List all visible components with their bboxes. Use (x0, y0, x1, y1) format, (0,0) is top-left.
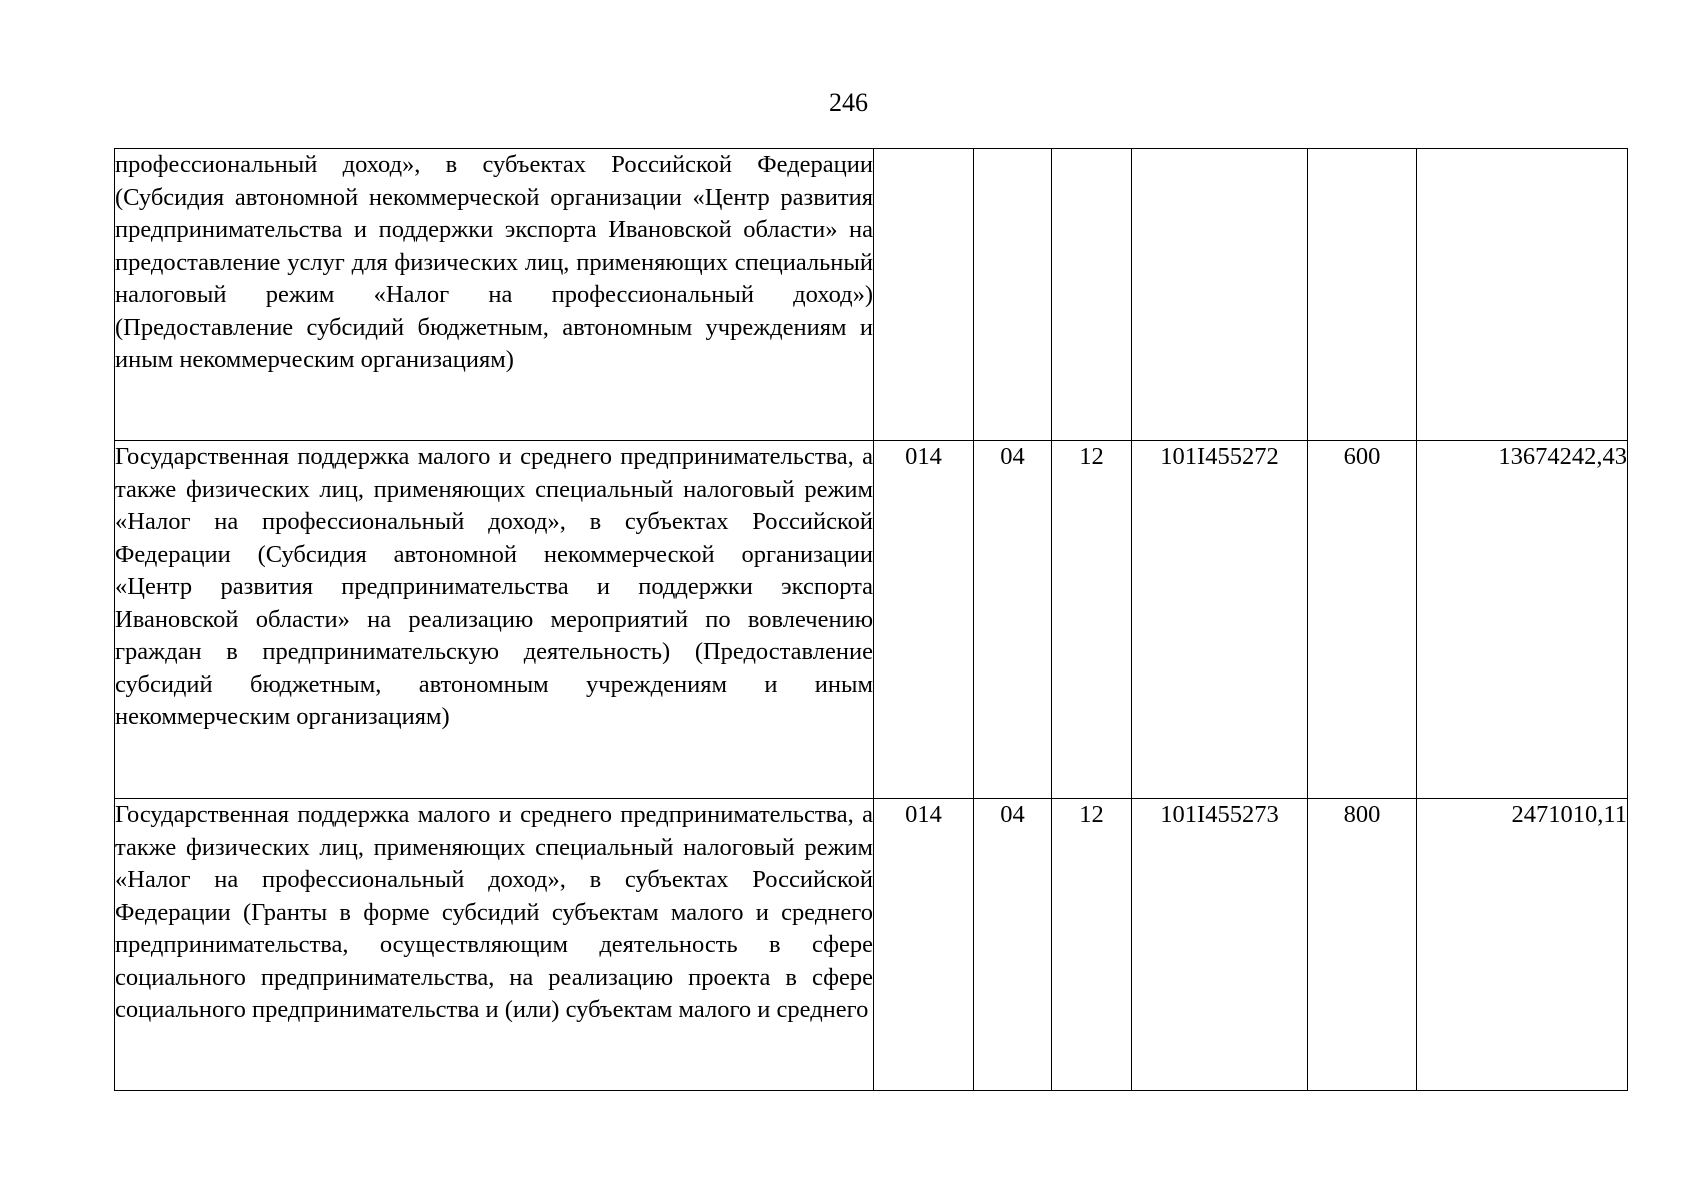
subsection-code (1052, 149, 1132, 441)
table-row (115, 441, 1628, 799)
ministry-code: 014 (874, 441, 974, 799)
table-row (115, 149, 1628, 441)
row-description: Государственная поддержка малого и среднего предпринимательства, а также физических лиц, применяющих специальный налоговый режим «Налог на профессиональный доход», в субъектах Российской Федерации (Гранты в форме субсидий субъектам малого и среднего предпринимательства, осуществляющим деятельность в сфере социального предпринимательства, на реализацию проекта в сфере социального предпринимательства и (или) субъектам малого и среднего (115, 799, 874, 1091)
expense-type-code: 800 (1308, 799, 1417, 1091)
amount-value: 13674242,43 (1417, 441, 1628, 799)
page-number: 246 (829, 88, 868, 117)
section-code: 04 (974, 441, 1052, 799)
subsection-code: 12 (1052, 799, 1132, 1091)
table-row (115, 799, 1628, 1091)
amount-value: 2471010,11 (1417, 799, 1628, 1091)
section-code (974, 149, 1052, 441)
expense-type-code (1308, 149, 1417, 441)
expense-type-code: 600 (1308, 441, 1417, 799)
subsection-code: 12 (1052, 441, 1132, 799)
ministry-code: 014 (874, 799, 974, 1091)
target-article-code: 101I455273 (1132, 799, 1308, 1091)
budget-table (114, 148, 1628, 1091)
amount-value (1417, 149, 1628, 441)
ministry-code (874, 149, 974, 441)
section-code: 04 (974, 799, 1052, 1091)
target-article-code: 101I455272 (1132, 441, 1308, 799)
row-description: профессиональный доход», в субъектах Российской Федерации (Субсидия автономной некоммерческой организации «Центр развития предпринимательства и поддержки экспорта Ивановской области» на предоставление услуг для физических лиц, применяющих специальный налоговый режим «Налог на профессиональный доход») (Предоставление субсидий бюджетным, автономным учреждениям и иным некоммерческим организациям) (115, 149, 874, 441)
target-article-code (1132, 149, 1308, 441)
row-description: Государственная поддержка малого и среднего предпринимательства, а также физических лиц, применяющих специальный налоговый режим «Налог на профессиональный доход», в субъектах Российской Федерации (Субсидия автономной некоммерческой организации «Центр развития предпринимательства и поддержки экспорта Ивановской области» на реализацию мероприятий по вовлечению граждан в предпринимательскую деятельность) (Предоставление субсидий бюджетным, автономным учреждениям и иным некоммерческим организациям) (115, 441, 874, 799)
